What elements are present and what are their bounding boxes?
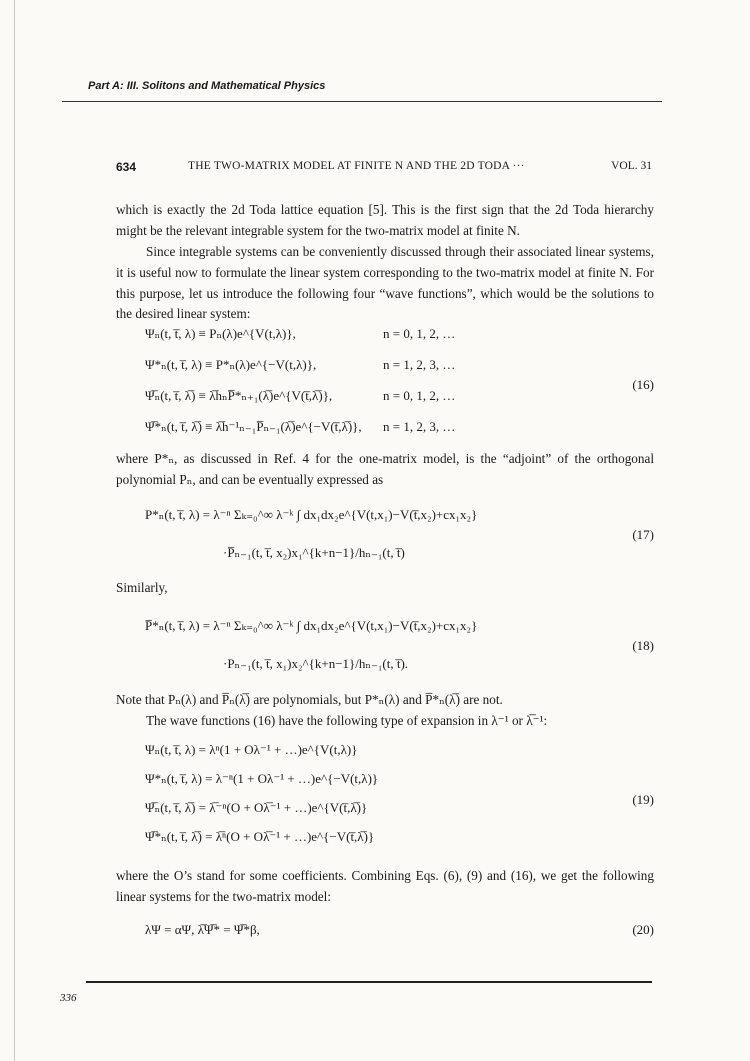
eq19-line-1: Ψₙ(t, t̅, λ) = λⁿ(1 + Oλ⁻¹ + …)e^{V(t,λ)} xyxy=(145,742,358,757)
eq16-line-1: Ψₙ(t, t̅, λ) ≡ Pₙ(λ)e^{V(t,λ)}, xyxy=(145,326,296,341)
eq18-line-1: P̅*ₙ(t, t̅, λ) = λ⁻ⁿ Σₖ₌₀^∞ λ⁻ᵏ ∫ dx₁dx₂e^{V(t,x₁)−V(t̅,x₂)+cx₁x₂} xyxy=(145,618,478,633)
paragraph-4 xyxy=(116,578,654,599)
eq17-line-2: ·P̅ₙ₋₁(t, t̅, x₂)x₁^{k+n−1}/hₙ₋₁(t, t̅) xyxy=(223,545,405,560)
paragraph-5-text: Note that Pₙ(λ) and P̅ₙ(λ̅) are polynomials, but P*ₙ(λ) and P̅*ₙ(λ̅) are not. xyxy=(116,692,503,707)
eq18-line-2: ·Pₙ₋₁(t, t̅, x₁)x₂^{k+n−1}/hₙ₋₁(t, t̅). xyxy=(223,656,409,671)
paragraph-1 xyxy=(116,200,654,242)
eq19-line-4: Ψ̅*ₙ(t, t̅, λ̅) = λ̅ⁿ(O + Oλ̅⁻¹ + …)e^{−V(t̅,λ̅)} xyxy=(145,829,375,844)
eq16-line-3: Ψ̅ₙ(t, t̅, λ̅) ≡ λ̅hₙP̅*ₙ₊₁(λ̅)e^{V(t̅,λ̅)}, xyxy=(145,388,333,403)
header-rule xyxy=(62,101,662,102)
equation-19 xyxy=(145,742,605,866)
paragraph-3 xyxy=(116,449,654,491)
paragraph-2-text: Since integrable systems can be conveniently discussed through their associated linear systems, it is useful now to formulate the linear system corresponding to the two-matrix model at finite N. For this purpose, let us introduce the following four “wave functions”, which would be the solutions to the desired linear system: xyxy=(116,244,654,322)
eq16-cond-3: n = 0, 1, 2, … xyxy=(383,388,456,403)
paragraph-6 xyxy=(116,711,654,732)
paragraph-5 xyxy=(116,690,654,711)
eq19-line-2: Ψ*ₙ(t, t̅, λ) = λ⁻ⁿ(1 + Oλ⁻¹ + …)e^{−V(t,λ)} xyxy=(145,771,379,786)
paragraph-7-text: where the O’s stand for some coefficients. Combining Eqs. (6), (9) and (16), we get the following linear systems for the two-matrix model: xyxy=(116,868,654,904)
paragraph-1-text: which is exactly the 2d Toda lattice equation [5]. This is the first sign that the 2d Toda hierarchy might be the relevant integrable system for the two-matrix model at finite N. xyxy=(116,202,654,238)
eq20-text: λΨ = αΨ, λ̅Ψ̅* = Ψ̅*β, xyxy=(145,922,260,937)
eq16-cond-2: n = 1, 2, 3, … xyxy=(383,357,456,372)
volume-label: VOL. 31 xyxy=(611,160,652,172)
eq17-line-1: P*ₙ(t, t̅, λ) = λ⁻ⁿ Σₖ₌₀^∞ λ⁻ᵏ ∫ dx₁dx₂e^{V(t,x₁)−V(t̅,x₂)+cx₁x₂} xyxy=(145,507,478,522)
running-title: THE TWO-MATRIX MODEL AT FINITE N AND THE 2D TODA ··· xyxy=(188,160,525,172)
page-number: 634 xyxy=(116,160,137,174)
footer-rule xyxy=(86,981,652,983)
scan-margin-line xyxy=(14,0,15,1061)
footer-page-number: 336 xyxy=(60,992,77,1004)
eq16-number: (16) xyxy=(632,377,654,392)
eq17-number: (17) xyxy=(632,527,654,542)
eq16-line-4: Ψ̅*ₙ(t, t̅, λ̅) ≡ λ̅h⁻¹ₙ₋₁P̅ₙ₋₁(λ̅)e^{−V(t̅,λ̅)}, xyxy=(145,419,362,434)
equation-16 xyxy=(145,326,655,450)
eq20-number: (20) xyxy=(632,922,654,937)
paragraph-7 xyxy=(116,866,654,908)
eq19-line-3: Ψ̅ₙ(t, t̅, λ̅) = λ̅⁻ⁿ(O + Oλ̅⁻¹ + …)e^{V(t̅,λ̅)} xyxy=(145,800,368,815)
part-header: Part A: III. Solitons and Mathematical Physics xyxy=(88,80,326,92)
paragraph-6-text: The wave functions (16) have the following type of expansion in λ⁻¹ or λ̅⁻¹: xyxy=(146,713,548,728)
eq16-line-2: Ψ*ₙ(t, t̅, λ) ≡ P*ₙ(λ)e^{−V(t,λ)}, xyxy=(145,357,317,372)
paragraph-4-text: Similarly, xyxy=(116,580,168,595)
paragraph-2 xyxy=(116,242,654,325)
eq16-cond-4: n = 1, 2, 3, … xyxy=(383,419,456,434)
eq18-number: (18) xyxy=(632,638,654,653)
eq19-number: (19) xyxy=(632,792,654,807)
equation-20 xyxy=(145,922,260,938)
eq16-cond-1: n = 0, 1, 2, … xyxy=(383,326,456,341)
paragraph-3-text: where P*ₙ, as discussed in Ref. 4 for the one-matrix model, is the “adjoint” of the orthogonal polynomial Pₙ, and can be eventually expressed as xyxy=(116,451,654,487)
